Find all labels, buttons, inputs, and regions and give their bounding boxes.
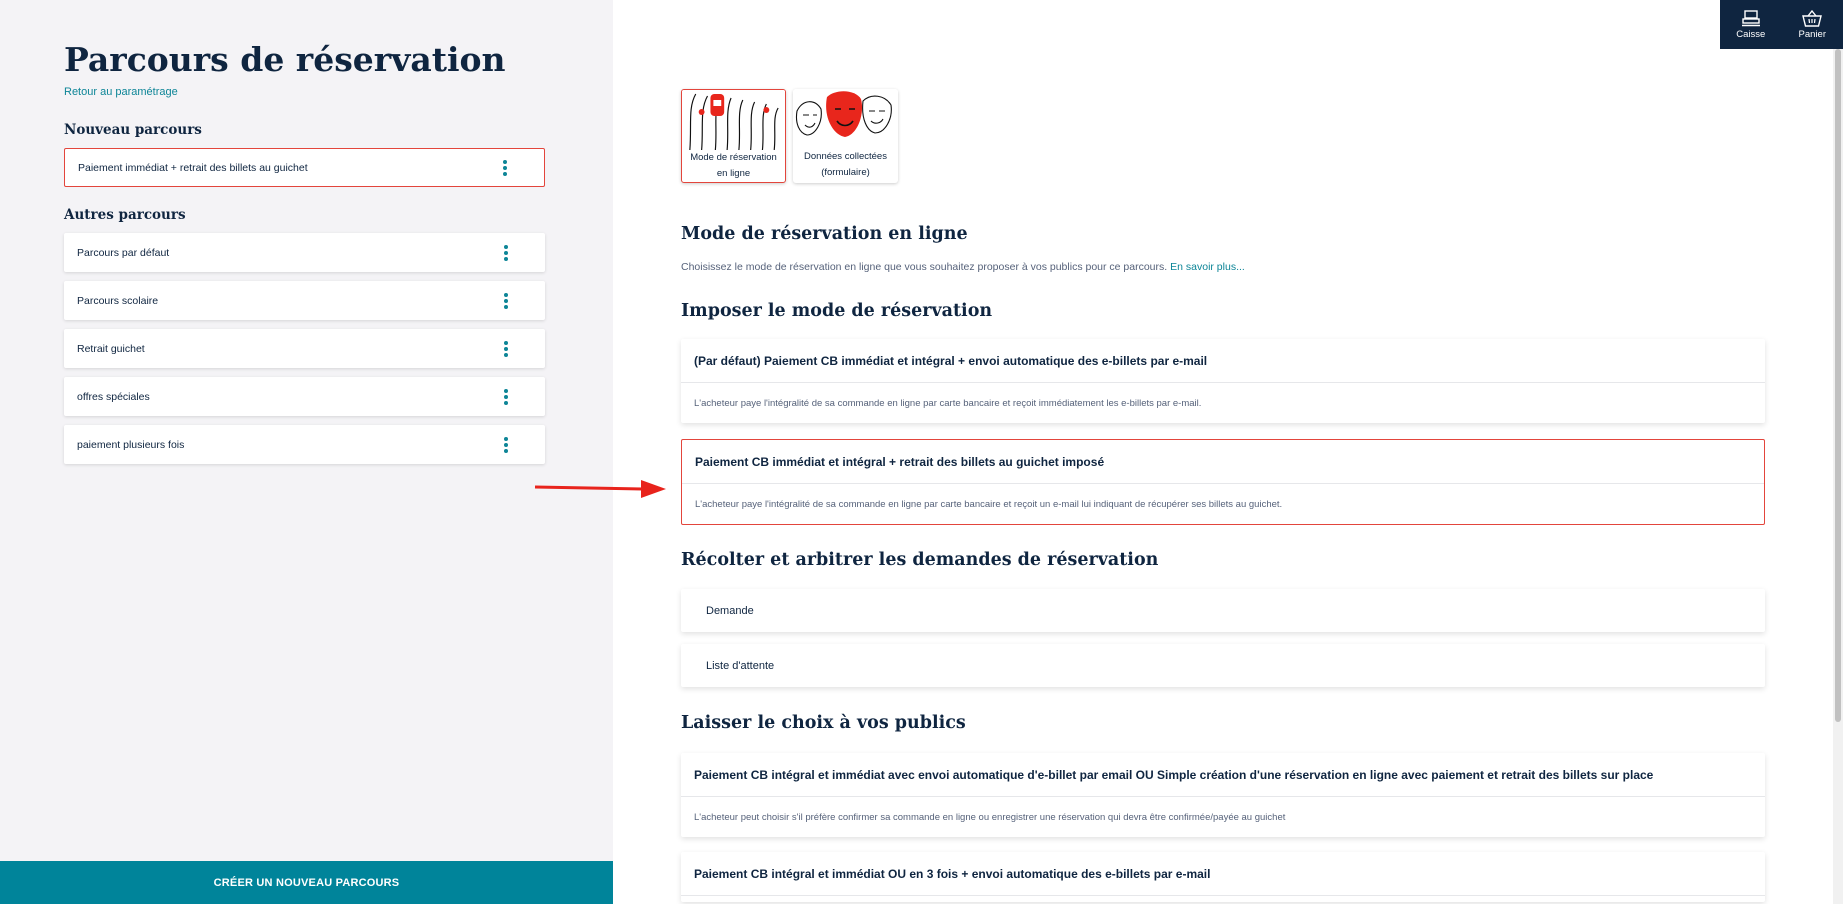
- route-item[interactable]: [64, 425, 545, 464]
- more-options-icon[interactable]: [498, 387, 514, 407]
- route-item-new[interactable]: [64, 148, 545, 187]
- route-item[interactable]: [64, 233, 545, 272]
- cash-register-label: Caisse: [1736, 28, 1766, 40]
- scroll-thumb[interactable]: [1835, 49, 1841, 722]
- collect-requests-heading: Récolter et arbitrer les demandes de réservation: [681, 550, 1159, 570]
- tile-caption-line: Données collectées: [804, 151, 887, 162]
- route-label: Paiement immédiat + retrait des billets au guichet: [78, 161, 308, 174]
- option-title: Paiement CB immédiat et intégral + retrait des billets au guichet imposé: [682, 440, 1764, 484]
- booking-mode-option-selected[interactable]: [681, 439, 1765, 525]
- theatre-masks-icon: [793, 89, 898, 149]
- option-description: L'acheteur paye l'intégralité de sa commande en ligne par carte bancaire et reçoit immédiatement les e-billets par e-mail.: [694, 397, 1202, 409]
- create-route-button[interactable]: CRÉER UN NOUVEAU PARCOURS: [0, 861, 613, 904]
- let-public-choose-heading: Laisser le choix à vos publics: [681, 713, 966, 733]
- top-action-bar: [1720, 0, 1843, 49]
- intro-text: [681, 261, 1245, 273]
- intro-description: Choisissez le mode de réservation en ligne que vous souhaitez proposer à vos publics pour ce parcours.: [681, 261, 1168, 273]
- red-arrow-icon: [533, 478, 668, 500]
- tab-collected-data-form[interactable]: [793, 89, 898, 183]
- tile-caption-line: (formulaire): [821, 167, 870, 178]
- cash-register-button[interactable]: [1720, 0, 1782, 49]
- option-title: (Par défaut) Paiement CB immédiat et intégral + envoi automatique des e-billets par e-mail: [681, 339, 1765, 383]
- more-options-icon[interactable]: [498, 339, 514, 359]
- more-options-icon[interactable]: [498, 243, 514, 263]
- route-label: paiement plusieurs fois: [77, 438, 185, 451]
- more-options-icon[interactable]: [498, 435, 514, 455]
- new-route-heading: Nouveau parcours: [64, 122, 202, 138]
- basket-button[interactable]: [1782, 0, 1843, 49]
- tab-online-booking-mode[interactable]: [681, 89, 786, 183]
- route-label: Parcours scolaire: [77, 294, 159, 307]
- section-title: Mode de réservation en ligne: [681, 224, 968, 244]
- tile-caption: [682, 150, 785, 182]
- option-description: L'acheteur peut choisir s'il préfère confirmer sa commande en ligne ou enregistrer une réservation qui devra être confirmée/payée au guichet: [694, 811, 1286, 823]
- option-title: Paiement CB intégral et immédiat OU en 3 fois + envoi automatique des e-billets par e-mail: [681, 852, 1765, 896]
- basket-icon: [1802, 10, 1822, 27]
- route-label: Parcours par défaut: [77, 246, 170, 259]
- back-to-settings-link[interactable]: Retour au paramétrage: [64, 86, 178, 98]
- route-label: offres spéciales: [77, 390, 150, 403]
- cash-register-icon: [1741, 10, 1761, 27]
- page-title: Parcours de réservation: [64, 40, 506, 79]
- option-title: Paiement CB intégral et immédiat avec envoi automatique d'e-billet par email OU Simple création d'une réservation en ligne avec paiement et retrait des billets sur place: [681, 753, 1765, 797]
- tile-caption-line: Mode de réservation: [690, 152, 777, 163]
- online-booking-illustration-icon: [682, 90, 785, 150]
- impose-mode-heading: Imposer le mode de réservation: [681, 301, 993, 321]
- route-item[interactable]: [64, 377, 545, 416]
- route-item[interactable]: [64, 281, 545, 320]
- more-options-icon[interactable]: [497, 158, 513, 178]
- more-options-icon[interactable]: [498, 291, 514, 311]
- waiting-list-option[interactable]: Liste d'attente: [681, 644, 1765, 687]
- choice-option[interactable]: [681, 753, 1765, 837]
- tile-caption: [793, 149, 898, 181]
- choice-option[interactable]: [681, 852, 1765, 902]
- tile-caption-line: en ligne: [716, 168, 751, 179]
- learn-more-link[interactable]: En savoir plus...: [1170, 261, 1245, 273]
- option-description: L'acheteur paye l'intégralité de sa commande en ligne par carte bancaire et reçoit un e-mail lui indiquant de récupérer ses billets au guichet.: [695, 498, 1283, 510]
- route-item[interactable]: [64, 329, 545, 368]
- page-scrollbar[interactable]: [1833, 49, 1843, 904]
- route-label: Retrait guichet: [77, 342, 145, 355]
- left-panel: [0, 0, 613, 904]
- basket-label: Panier: [1798, 28, 1826, 40]
- booking-mode-option[interactable]: [681, 339, 1765, 423]
- other-routes-heading: Autres parcours: [64, 207, 186, 223]
- request-option[interactable]: Demande: [681, 589, 1765, 632]
